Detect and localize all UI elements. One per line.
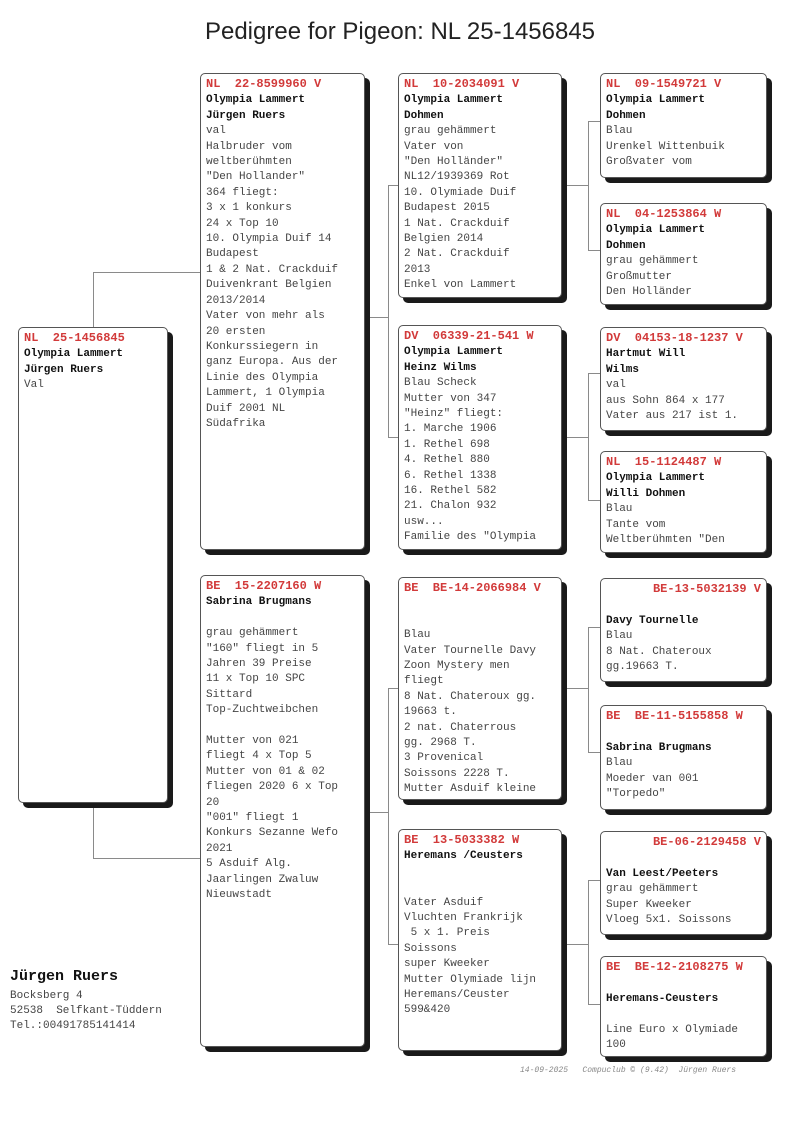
detail-line: 1. Rethel 698 xyxy=(404,438,490,451)
ring-number: BE BE-14-2066984 V xyxy=(404,581,541,595)
detail-line: 16. Rethel 582 xyxy=(404,485,497,498)
connector-line xyxy=(562,437,588,438)
connector-line xyxy=(588,500,600,501)
detail-line: 5 Asduif Alg. xyxy=(206,858,292,871)
detail-line: 3 x 1 konkurs xyxy=(206,202,292,215)
detail-line: Blau xyxy=(606,630,633,643)
detail-line: Moeder van 001 xyxy=(606,772,699,785)
owner-line: Dohmen xyxy=(606,239,646,252)
blank-line xyxy=(206,719,359,734)
detail-line: aus Sohn 864 x 177 xyxy=(606,394,725,407)
detail-line: gg. 2968 T. xyxy=(404,737,477,750)
detail-line: usw... xyxy=(404,515,444,528)
detail-line: 24 x Top 10 xyxy=(206,217,279,230)
owner-line: Sabrina Brugmans xyxy=(606,741,712,754)
detail-line: 11 x Top 10 SPC xyxy=(206,673,306,686)
pedigree-card-dam-dam[interactable] xyxy=(398,829,562,1051)
connector-line xyxy=(365,317,388,318)
ring-number: NL 04-1253864 W xyxy=(606,207,722,221)
detail-line: Vater von xyxy=(404,140,464,153)
owner-street: Bocksberg 4 xyxy=(10,990,83,1002)
blank-line xyxy=(404,597,556,612)
owner-line: Jürgen Ruers xyxy=(24,363,104,376)
detail-line: "Torpedo" xyxy=(606,788,666,801)
owner-name: Jürgen Ruers xyxy=(10,968,119,985)
detail-line: Linie des Olympia xyxy=(206,371,319,384)
detail-line: Mutter von 01 & 02 xyxy=(206,765,325,778)
ring-number: NL 10-2034091 V xyxy=(404,77,520,91)
detail-line: Belgien 2014 xyxy=(404,233,484,246)
connector-line xyxy=(388,688,389,944)
owner-line: Heremans-Ceusters xyxy=(606,992,719,1005)
owner-line: Jürgen Ruers xyxy=(206,109,286,122)
detail-line: 19663 t. xyxy=(404,706,457,719)
connector-line xyxy=(93,858,201,859)
detail-line: fliegt xyxy=(404,675,444,688)
detail-line: super Kweeker xyxy=(404,958,490,971)
owner-line: Olympia Lammert xyxy=(206,94,306,107)
detail-line: Budapest 2015 xyxy=(404,202,490,215)
pedigree-card-dam-dam-dam[interactable] xyxy=(600,956,767,1057)
detail-line: NL12/1939369 Rot xyxy=(404,171,510,184)
detail-line: Den Holländer xyxy=(606,286,692,299)
connector-line xyxy=(562,185,588,186)
connector-line xyxy=(588,627,589,752)
detail-line: val xyxy=(206,125,226,138)
connector-line xyxy=(588,121,589,250)
detail-line: Halbruder vom xyxy=(206,140,292,153)
blank-line xyxy=(606,725,761,740)
detail-line: 10. Olympia Duif 14 xyxy=(206,233,332,246)
ring-number: NL 15-1124487 W xyxy=(606,455,722,469)
detail-line: Mutter von 021 xyxy=(206,735,299,748)
pedigree-card-sire-dam[interactable] xyxy=(398,325,562,550)
detail-line: Top-Zuchtweibchen xyxy=(206,704,319,717)
owner-line: Olympia Lammert xyxy=(606,472,706,485)
detail-line: Vluchten Frankrijk xyxy=(404,912,523,924)
detail-line: 2021 xyxy=(206,842,233,855)
pedigree-card-sire-dam-dam[interactable] xyxy=(600,451,767,553)
detail-line: Zoon Mystery men xyxy=(404,660,510,672)
detail-line: Super Kweeker xyxy=(606,898,692,911)
detail-line: Blau xyxy=(606,757,633,770)
detail-line: 5 x 1. Preis xyxy=(404,927,490,940)
detail-line: "160" fliegt in 5 xyxy=(206,642,319,655)
pedigree-card-sire-sire-sire[interactable] xyxy=(600,73,767,178)
owner-line: Dohmen xyxy=(606,109,646,122)
connector-line xyxy=(588,121,600,122)
detail-line: 6. Rethel 1338 xyxy=(404,469,497,482)
detail-line: Jahren 39 Preise xyxy=(206,658,312,671)
owner-line: Olympia Lammert xyxy=(606,94,706,107)
detail-line: Südafrika xyxy=(206,417,266,430)
detail-line: 1 Nat. Crackduif xyxy=(404,217,510,230)
detail-line: Großvater vom xyxy=(606,156,692,169)
detail-line: 2 Nat. Crackduif xyxy=(404,248,510,261)
connector-line xyxy=(365,812,388,813)
detail-line: 599&420 xyxy=(404,1004,451,1017)
page-title: Pedigree for Pigeon: NL 25-1456845 xyxy=(204,18,596,45)
blank-line xyxy=(606,851,761,866)
ring-number: NL 09-1549721 V xyxy=(606,77,722,91)
detail-line: Soissons 2228 T. xyxy=(404,767,510,780)
owner-block xyxy=(10,968,162,1034)
connector-line xyxy=(93,272,201,273)
connector-line xyxy=(562,944,588,945)
detail-line: fliegt 4 x Top 5 xyxy=(206,750,312,763)
ring-number: BE-13-5032139 V xyxy=(652,582,761,596)
detail-line: 2 nat. Chaterrous xyxy=(404,721,517,734)
ring-number: BE-06-2129458 V xyxy=(652,835,761,849)
detail-line: 10. Olymiade Duif xyxy=(404,186,517,199)
connector-line xyxy=(588,627,600,628)
connector-line xyxy=(588,250,600,251)
detail-line: Lammert, 1 Olympia xyxy=(206,387,325,400)
detail-line: Großmutter xyxy=(606,270,673,283)
detail-line: 3 Provenical xyxy=(404,752,484,765)
detail-line: val xyxy=(606,379,626,392)
detail-line: Jaarlingen Zwaluw xyxy=(206,873,319,886)
pedigree-card-dam[interactable] xyxy=(200,575,365,1047)
detail-line: 8 Nat. Chateroux gg. xyxy=(404,690,537,703)
detail-line: Blau Scheck xyxy=(404,377,477,390)
connector-line xyxy=(93,272,94,330)
detail-line: Vloeg 5x1. Soissons xyxy=(606,914,732,927)
blank-line xyxy=(606,598,761,613)
detail-line: Vater von mehr als xyxy=(206,310,325,323)
detail-line: Familie des "Olympia xyxy=(404,531,537,544)
ring-number: BE BE-11-5155858 W xyxy=(606,709,743,723)
ring-number: NL 25-1456845 xyxy=(24,331,125,345)
detail-line: 20 ersten xyxy=(206,325,266,338)
detail-line: 2013 xyxy=(404,263,431,276)
detail-line: Budapest xyxy=(206,248,259,261)
detail-line: 2013/2014 xyxy=(206,294,266,307)
detail-line: "001" fliegt 1 xyxy=(206,812,299,825)
ring-number: BE 13-5033382 W xyxy=(404,833,520,847)
footer-text: 14-09-2025 Compuclub © (9.42) Jürgen Ruers xyxy=(520,1066,737,1075)
blank-line xyxy=(404,613,556,628)
pedigree-card-dam-sire-dam[interactable] xyxy=(600,705,767,810)
detail-line: "Den Hollander" xyxy=(206,171,306,184)
detail-line: weltberühmten xyxy=(206,156,292,169)
detail-line: Mutter von 347 xyxy=(404,392,497,405)
connector-line xyxy=(588,373,589,500)
owner-line: Hartmut Will xyxy=(606,348,686,361)
owner-line: Olympia Lammert xyxy=(404,94,504,107)
pedigree-card-sire-sire-dam[interactable] xyxy=(600,203,767,305)
pedigree-card-sire-sire[interactable] xyxy=(398,73,562,298)
detail-line: Soissons xyxy=(404,942,457,955)
connector-line xyxy=(588,373,600,374)
detail-line: grau gehämmert xyxy=(606,883,699,896)
detail-line: 1. Marche 1906 xyxy=(404,423,497,436)
detail-line: 364 fliegt: xyxy=(206,186,279,199)
owner-line: Willi Dohmen xyxy=(606,487,686,500)
blank-line xyxy=(404,880,556,895)
detail-line: 4. Rethel 880 xyxy=(404,454,490,467)
detail-line: Mutter Olymiade lijn xyxy=(404,973,537,986)
ring-number: NL 22-8599960 V xyxy=(206,77,322,91)
detail-line: Tante vom xyxy=(606,518,666,531)
detail-line: grau gehämmert xyxy=(206,627,299,640)
blank-line xyxy=(206,611,359,626)
owner-line: Dohmen xyxy=(404,109,444,122)
detail-line: Line Euro x Olymiade xyxy=(606,1023,739,1036)
detail-line: 8 Nat. Chateroux xyxy=(606,645,712,658)
owner-line: Van Leest/Peeters xyxy=(606,867,719,880)
detail-line: Blau xyxy=(606,503,633,516)
ring-number: BE 15-2207160 W xyxy=(206,579,322,593)
detail-line: gg.19663 T. xyxy=(606,661,679,674)
ring-number: DV 06339-21-541 W xyxy=(404,329,534,343)
owner-line: Olympia Lammert xyxy=(404,346,504,359)
pedigree-card-sire[interactable] xyxy=(200,73,365,550)
pedigree-card-dam-sire-sire[interactable] xyxy=(600,578,767,682)
connector-line xyxy=(588,1004,600,1005)
owner-line: Heinz Wilms xyxy=(404,361,477,374)
detail-line: Sittard xyxy=(206,688,253,701)
pedigree-card-subject[interactable] xyxy=(18,327,168,803)
owner-line: Heremans /Ceusters xyxy=(404,850,523,863)
detail-line: grau gehämmert xyxy=(606,255,699,268)
owner-line: Sabrina Brugmans xyxy=(206,596,312,609)
connector-line xyxy=(588,880,589,1004)
owner-phone: Tel.:00491785141414 xyxy=(10,1020,136,1032)
detail-line: grau gehämmert xyxy=(404,125,497,138)
detail-line: "Den Holländer" xyxy=(404,156,504,169)
connector-line xyxy=(588,880,600,881)
detail-line: Vater Tournelle Davy xyxy=(404,644,537,657)
detail-line: 20 xyxy=(206,796,220,809)
detail-line: Mutter Asduif kleine xyxy=(404,783,537,796)
ring-number: BE BE-12-2108275 W xyxy=(606,960,743,974)
detail-line: Enkel von Lammert xyxy=(404,279,517,292)
detail-line: fliegen 2020 6 x Top xyxy=(206,781,339,794)
owner-line: Wilms xyxy=(606,363,640,376)
owner-line: Olympia Lammert xyxy=(606,224,706,237)
detail-line: Heremans/Ceuster xyxy=(404,989,510,1002)
detail-line: 21. Chalon 932 xyxy=(404,500,497,513)
detail-line: Weltberühmten "Den xyxy=(606,534,725,547)
connector-line xyxy=(93,803,94,858)
detail-line: ganz Europa. Aus der xyxy=(206,356,339,369)
blank-line xyxy=(606,1007,761,1022)
detail-line: Blau xyxy=(404,629,431,642)
detail-line: Vater Asduif xyxy=(404,896,484,909)
connector-line xyxy=(588,752,600,753)
ring-number: DV 04153-18-1237 V xyxy=(606,331,743,345)
detail-line: Nieuwstadt xyxy=(206,889,273,902)
owner-line: Olympia Lammert xyxy=(24,348,124,361)
pedigree-card-dam-dam-sire[interactable] xyxy=(600,831,767,935)
pedigree-card-dam-sire[interactable] xyxy=(398,577,562,800)
detail-line: Duif 2001 NL xyxy=(206,402,286,415)
detail-line: 100 xyxy=(606,1039,626,1051)
detail-line: Blau xyxy=(606,125,633,138)
detail-line: Vater aus 217 ist 1. xyxy=(606,410,739,423)
connector-line xyxy=(562,688,588,689)
connector-line xyxy=(388,185,389,437)
detail-line: 1 & 2 Nat. Crackduif xyxy=(206,263,339,276)
detail-line: Val xyxy=(24,379,44,392)
blank-line xyxy=(404,865,556,880)
pedigree-card-sire-dam-sire[interactable] xyxy=(600,327,767,431)
owner-city: 52538 Selfkant-Tüddern xyxy=(10,1005,162,1017)
detail-line: Duivenkrant Belgien xyxy=(206,279,332,292)
blank-line xyxy=(606,976,761,991)
detail-line: Konkurssiegern in xyxy=(206,340,319,353)
owner-line: Davy Tournelle xyxy=(606,614,699,627)
detail-line: "Heinz" fliegt: xyxy=(404,408,504,421)
detail-line: Urenkel Wittenbuik xyxy=(606,140,725,153)
detail-line: Konkurs Sezanne Wefo xyxy=(206,827,339,840)
